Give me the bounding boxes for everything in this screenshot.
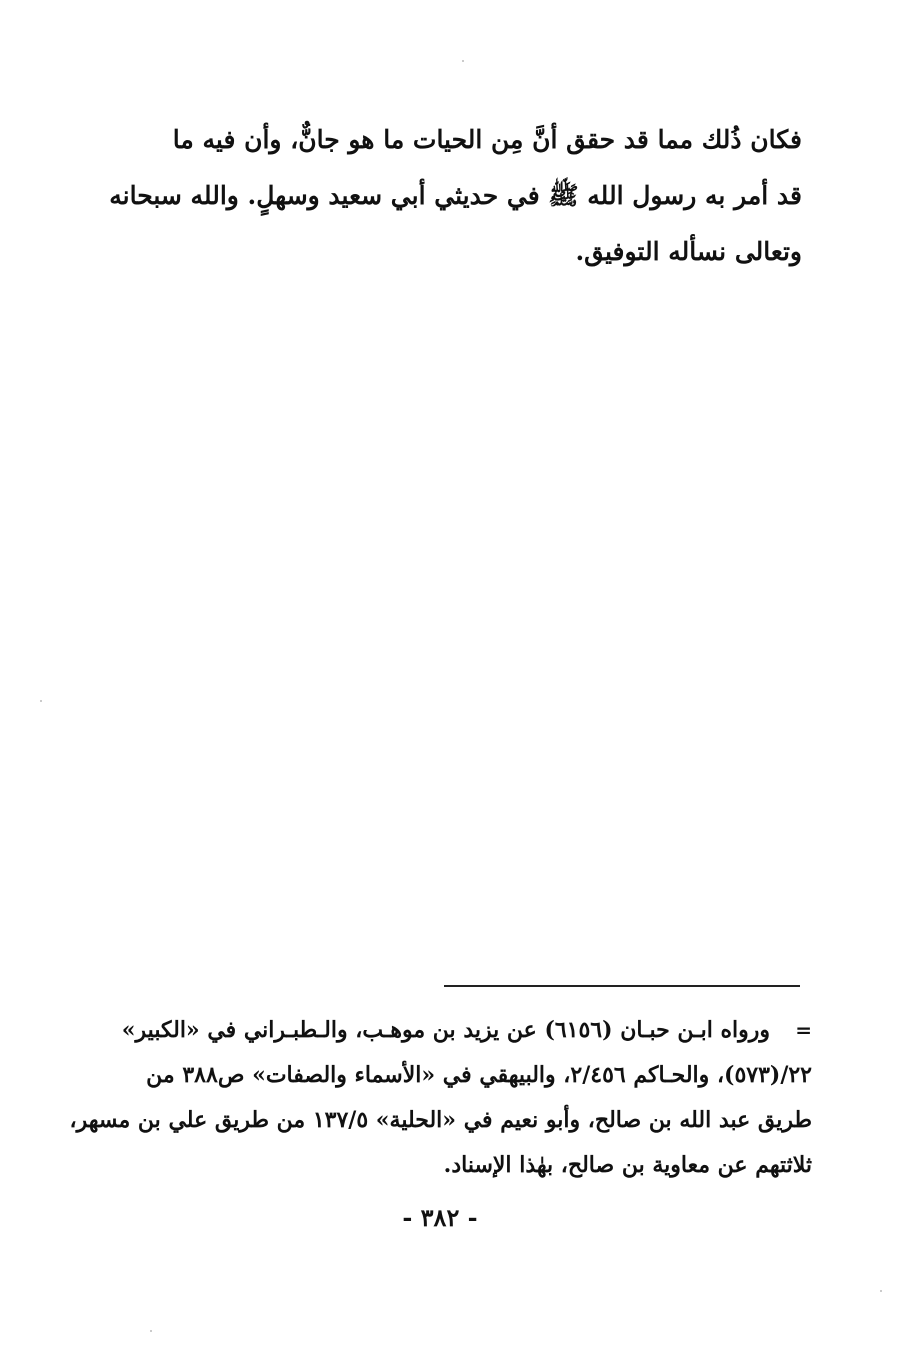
main-text-block (80, 112, 802, 280)
footnote-line-3: طريق عبد الله بن صالح، وأبو نعيم في «الحلية» ١٣٧/٥ من طريق علي بن مسهر، (69, 1107, 812, 1133)
body-line-3: وتعالى نسأله التوفيق. (575, 237, 802, 266)
scan-speck (40, 700, 42, 702)
footnote-line-2: ٢٢/(٥٧٣)، والحـاكم ٢/٤٥٦، والبيهقي في «الأسماء والصفات» ص٣٨٨ من (146, 1062, 812, 1088)
footnote-separator-rule (444, 985, 800, 987)
scan-speck (880, 1290, 882, 1292)
body-line-2: قد أمر به رسول الله ﷺ في حديثي أبي سعيد وسهلٍ. والله سبحانه (109, 181, 802, 210)
footnote-line-1: ورواه ابـن حبـان (٦١٥٦) عن يزيد بن موهـب، والـطبـراني في «الكبير» (121, 1017, 770, 1043)
scan-speck (462, 60, 464, 62)
scan-speck (150, 1330, 152, 1332)
footnote-block (69, 1008, 812, 1188)
footnote-continuation-marker: = (795, 1018, 812, 1042)
page-number: - ٣٨٢ - (402, 1203, 478, 1232)
footnote-line-4: ثلاثتهم عن معاوية بن صالح، بهٰذا الإسناد. (443, 1152, 812, 1178)
body-line-1: فكان ذُلك مما قد حقق أنَّ مِن الحيات ما هو جانٌّ، وأن فيه ما (172, 125, 802, 154)
